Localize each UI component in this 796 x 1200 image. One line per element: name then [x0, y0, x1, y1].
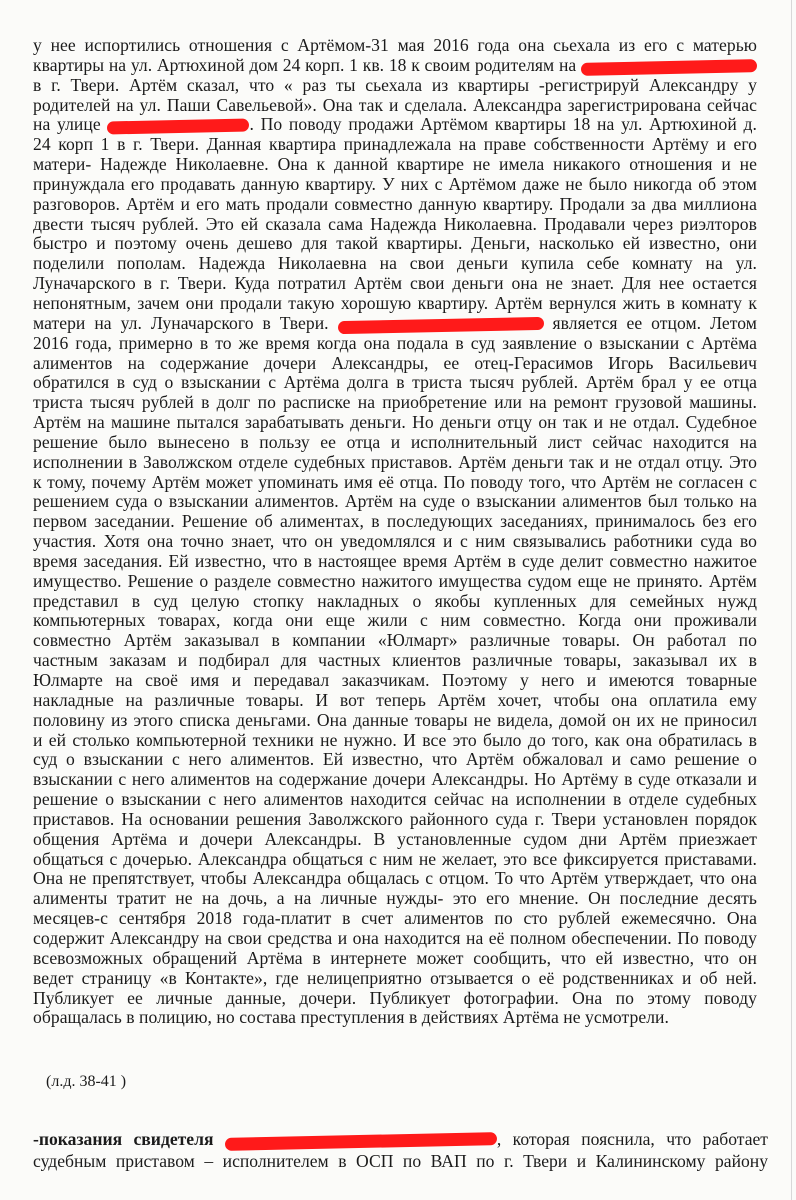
text-line: участия. Хотя она точно знает, что он уведомлялся и с ним связывались работники суда во	[33, 531, 757, 552]
redaction-mark	[107, 119, 249, 135]
text-line: имущество. Решение о разделе совместно нажитого имущества судом еще не принято. Артём	[33, 570, 757, 591]
text-line: ведет страницу «в Контакте», где нелицеприятно отзывается о её родственниках и об ней.	[33, 967, 757, 988]
text-line: поделили пополам. Надежда Николаевна на свои деньги купила себе комнату на ул.	[33, 253, 757, 274]
text-line: быстро и поэтому очень дешево для такой квартиры. Деньги, насколько ей известно, они	[33, 233, 757, 254]
text-line	[33, 115, 757, 135]
text-line: алиментов на содержание дочери Александры, ее отец-Герасимов Игорь Васильевич	[33, 352, 757, 373]
text-line: Артём на машине пытался зарабатывать деньги. Но деньги отцу он так и не отдал. Судебное	[33, 412, 757, 433]
testimony-paragraph	[33, 36, 757, 1028]
text-line: в г. Твери. Артём сказал, что « раз ты сьехала из квартиры -регистрируй Александру у	[33, 74, 757, 95]
text-line: у нее испортились отношения с Артёмом-31 мая 2016 года она сьехала из его с матерью	[33, 35, 757, 55]
page-edge-line	[791, 0, 792, 1200]
text-line: к тому, почему Артём может упоминать имя её отца. По поводу того, что Артём не согласен с	[33, 471, 757, 492]
text-line: 2016 года, примерно в то же время когда она подала в суд заявление о взыскании с Артёма	[33, 332, 757, 353]
text-line: суд о взыскании с него алиментов. Ей известно, что Артём обжаловал и само решение о	[33, 749, 757, 770]
text-line: совместно Артём заказывал в компании «Юлмарт» различные товары. Он работал по	[33, 630, 757, 651]
text-line: накладные на различные товары. И вот теперь Артём хочет, чтобы она оплатила ему	[33, 689, 757, 710]
text-line: Луначарского в г. Твери. Куда потратил Артём свои деньги она не знает. Для нее остается	[33, 273, 757, 294]
text-line	[33, 56, 757, 76]
text-fragment: является ее отцом. Летом	[552, 312, 757, 333]
text-line: алименты тратит не на дочь, а на личные нужды- это его мнение. Он последние десять	[33, 888, 757, 909]
text-line: обращалась в полицию, но состава преступления в действиях Артёма не усмотрели.	[33, 1007, 669, 1028]
text-line: месяцев-с сентября 2018 года-платит в счет алиментов по сто рублей ежемесячно. Она	[33, 908, 757, 929]
redaction-mark	[337, 317, 543, 334]
text-line: компьютерных товарах, когда они еще жили с ним совместно. Когда они проживали	[33, 610, 757, 631]
text-fragment: на улице	[33, 114, 101, 135]
witness-label: -показания свидетеля	[33, 1129, 214, 1149]
text-line: обратился в суд о взыскании с Артёма долга в триста тысяч рублей. Артём брал у ее отца	[33, 372, 757, 393]
text-line: Публикует ее личные данные, дочери. Публикует фотографии. Она по этому поводу	[33, 987, 757, 1008]
text-line: всевозможных обращений Артёма в интернете может сообщить, что ей известно, что он	[33, 947, 757, 968]
text-line: двести тысяч рублей. Это ей сказала сама Надежда Николаевна. Продавали через риэлторов	[33, 213, 757, 234]
text-line: представил в суд целую стопку накладных о якобы купленных для семейных нужд	[33, 590, 757, 611]
text-line: матери- Надежде Николаевне. Она к данной квартире не имела никакого отношения и не	[33, 154, 757, 175]
text-line: общаться с дочерью. Александра общаться с ним не желает, это все фиксируется приставами.	[33, 848, 757, 869]
witness-testimony	[33, 1128, 768, 1172]
text-line	[33, 314, 757, 334]
text-line: разговоров. Артём и его мать продали совместно данную квартиру. Продали за два миллиона	[33, 193, 757, 214]
text-fragment: квартиры на ул. Артюхиной дом 24 корп. 1 кв. 18 к своим родителям на	[33, 54, 577, 75]
text-line: общения Артёма и дочери Александры. В установленные судом дни Артём приезжает	[33, 828, 757, 849]
case-file-reference: (л.д. 38-41 )	[46, 1073, 127, 1090]
text-line: содержит Александру на свои средства и она находится на её полном обеспечении. По поводу	[33, 927, 757, 948]
redaction-mark	[225, 1132, 497, 1151]
text-line: Она не препятствует, чтобы Александра общалась с отцом. То что Артём утверждает, что она	[33, 868, 757, 889]
text-line: время заседания. Ей известно, что в настоящее время Артём в суде делит совместно нажитое	[33, 550, 757, 571]
text-line: Юлмарте на своё имя и передавал заказчикам. Поэтому у него и имеются товарные	[33, 670, 757, 690]
text-line: непонятным, зачем они продали такую хорошую квартиру. Артём вернулся жить в комнату к	[33, 292, 757, 313]
text-line: взыскании с него алиментов на содержание дочери Александры. Но Артёму в суде отказали и	[33, 769, 757, 790]
text-line: родителей на ул. Паши Савельевой». Она так и сделала. Александра зарегистрирована сейчас	[33, 94, 757, 115]
text-line: первом заседании. Решение об алиментах, в последующих заседаниях, принималось без его	[33, 511, 757, 532]
text-fragment: матери на ул. Луначарского в Твери.	[33, 312, 329, 333]
text-fragment: , которая пояснила, что работает	[496, 1129, 769, 1149]
text-line: исполнении в Заволжском отделе судебных приставов. Артём деньги так и не отдал отцу. Это	[33, 451, 757, 472]
redaction-mark	[581, 59, 757, 76]
text-line: половину из этого списка деньгами. Она данные товары не видела, домой он их не приносил	[33, 709, 757, 730]
text-line: решение было вынесено в пользу ее отца и исполнительный лист сейчас находится на	[33, 431, 757, 452]
text-fragment: . По поводу продажи Артёмом квартиры 18 на ул. Артюхиной д.	[249, 114, 758, 135]
text-line	[33, 1128, 768, 1150]
text-line: триста тысяч рублей в долг по расписке на приобретение или на ремонт грузовой машины.	[33, 392, 757, 413]
text-line: решением суда о взыскании алиментов. Артём на суде о взыскании алиментов был только на	[33, 491, 757, 512]
text-line: частным заказам и подбирал для частных клиентов различные товары, заказывал их в	[33, 650, 757, 671]
text-line: решение о взыскании с него алиментов находится сейчас на исполнении в отделе судебных	[33, 789, 757, 810]
text-line: и ей столько компьютерной техники не нужно. И все это было до того, как она обратилась в	[33, 729, 757, 750]
text-line: приставов. На основании решения Заволжского районного суда г. Твери установлен порядок	[33, 808, 757, 829]
text-line: принуждала его продавать данную квартиру. У них с Артёмом даже не было никогда об этом	[33, 173, 757, 194]
text-line: 24 корп 1 в г. Твери. Данная квартира принадлежала на праве собственности Артёму и его	[33, 134, 757, 155]
text-line: судебным приставом – исполнителем в ОСП по ВАП по г. Твери и Калининскому району	[33, 1151, 768, 1171]
